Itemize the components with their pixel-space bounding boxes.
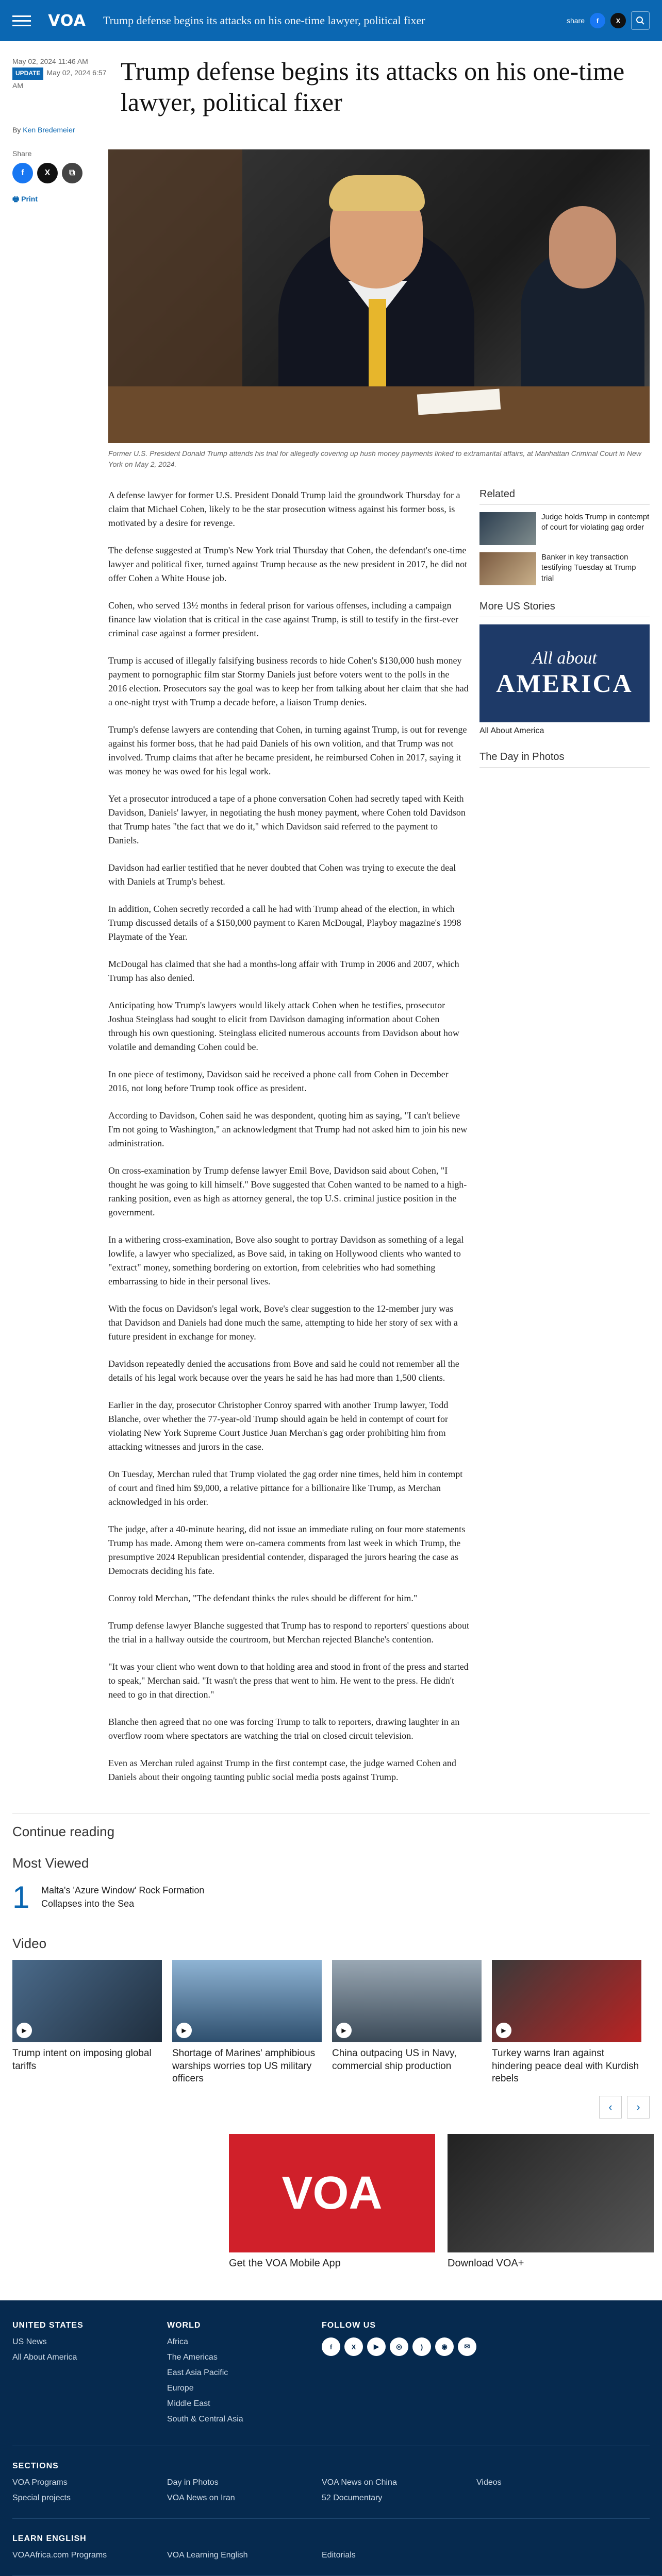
most-viewed-heading: Most Viewed xyxy=(12,1855,89,1871)
topbar-article-title: Trump defense begins its attacks on his one-time lawyer, political fixer xyxy=(103,14,425,27)
footer-link[interactable]: VOA News on Iran xyxy=(167,2494,235,2503)
author-link[interactable]: Ken Bredemeier xyxy=(23,126,75,134)
article-paragraph: According to Davidson, Cohen said he was despondent, quoting him as saying, "I can't believe I'm not going to Washington," an acknowledgment that Trump had not asked him to join his new administration. xyxy=(108,1110,468,1148)
article-paragraph: With the focus on Davidson's legal work, Bove's clear suggestion to the 12-member jury was that Davidson and Daniels had done much the same, attempting to hide her story of sex with a future president in exchange for money. xyxy=(108,1303,458,1342)
video-heading[interactable]: Video xyxy=(12,1936,47,1951)
article-paragraph: Trump defense lawyer Blanche suggested that Trump has to respond to reporters' questions about the trial in a hallway outside the courtroom, but Merchan rejected Blanche's contention. xyxy=(108,1620,469,1645)
share-label: share xyxy=(566,16,585,25)
mobile-app-promo[interactable]: VOA Get the VOA Mobile App xyxy=(229,2134,435,2269)
play-icon: ▶ xyxy=(336,2023,352,2038)
article-paragraph: Even as Merchan ruled against Trump in the first contempt case, the judge warned Cohen and Daniels about their ongoing taunting public social media posts against Trump. xyxy=(108,1758,456,1782)
updated-date: May 02, 2024 11:46 AM xyxy=(12,57,88,65)
instagram-icon[interactable]: ◎ xyxy=(390,2337,408,2356)
footer-link[interactable]: VOAAfrica.com Programs xyxy=(12,2551,107,2560)
footer-link[interactable]: 52 Documentary xyxy=(322,2494,383,2503)
all-about-america-banner[interactable]: All about AMERICA xyxy=(479,624,650,722)
footer-link[interactable]: The Americas xyxy=(167,2353,218,2362)
photo-caption: Former U.S. President Donald Trump attends his trial for allegedly covering up hush money payments linked to extramarital affairs, at Manhattan Criminal Court in New York on May 2, 2024. xyxy=(108,449,641,468)
top-bar xyxy=(0,0,662,41)
footer-link[interactable]: VOA News on China xyxy=(322,2478,397,2487)
article-paragraph: Conroy told Merchan, "The defendant thinks the rules should be different for him." xyxy=(108,1593,418,1603)
voa-plus-image xyxy=(448,2134,654,2252)
footer-world-heading[interactable]: WORLD xyxy=(167,2321,201,2330)
byline: By Ken Bredemeier xyxy=(12,126,75,134)
article-body xyxy=(108,488,469,1798)
print-button[interactable]: 🖶 Print xyxy=(12,195,38,203)
continue-reading[interactable]: Continue reading xyxy=(12,1813,650,1840)
article-paragraph: The judge, after a 40-minute hearing, did not issue an immediate ruling on four more statements Trump has made. Among them were on-camera comments from last week in which Trump, the presumptive 2024 Republican presidential contender, disparaged the jurors hearing the case as Democrats deciding his fate. xyxy=(108,1524,466,1576)
footer-link[interactable]: Special projects xyxy=(12,2494,71,2503)
article-paragraph: Trump is accused of illegally falsifying business records to hide Cohen's $130,000 hush money payment to pornographic film star Stormy Daniels just before voters went to the polls in the 2016 election. Prosecutors say the goal was to keep her from talking about her claim that she had a one-night tryst with Trump a decade before, a liaison Trump denies. xyxy=(108,655,469,707)
video-item[interactable]: ▶ Trump intent on imposing global tariffs xyxy=(12,1960,162,2086)
footer-link[interactable]: Europe xyxy=(167,2384,194,2393)
video-list xyxy=(12,1960,650,2086)
play-icon: ▶ xyxy=(176,2023,192,2038)
x-share-icon[interactable]: X xyxy=(37,163,58,183)
video-item[interactable]: ▶ Shortage of Marines' amphibious warships worries top US military officers xyxy=(172,1960,322,2086)
podcast-icon[interactable]: ◉ xyxy=(435,2337,454,2356)
voa-plus-promo[interactable]: Download VOA+ xyxy=(448,2134,654,2269)
video-item[interactable]: ▶ Turkey warns Iran against hindering peace deal with Kurdish rebels xyxy=(492,1960,641,2086)
update-badge: UPDATE xyxy=(12,67,43,79)
footer-link[interactable]: VOA Learning English xyxy=(167,2551,248,2560)
article-paragraph: Blanche then agreed that no one was forcing Trump to talk to reporters, drawing laughter in an overflow room where spectators are watching the trial on closed circuit television. xyxy=(108,1717,460,1741)
footer-link[interactable]: Africa xyxy=(167,2337,188,2347)
footer-link[interactable]: Middle East xyxy=(167,2399,210,2409)
footer-sections-heading: SECTIONS xyxy=(12,2462,59,2471)
play-icon: ▶ xyxy=(496,2023,511,2038)
more-us-heading: More US Stories xyxy=(479,601,650,617)
right-rail xyxy=(479,488,650,1798)
footer-link[interactable]: VOA Programs xyxy=(12,2478,68,2487)
article-paragraph: Cohen, who served 13½ months in federal prison for various offenses, including a campaign finance law violation that is critical in the case against Trump, is still to testify in the first-ever criminal case against a former president. xyxy=(108,600,458,638)
rss-icon[interactable]: ) xyxy=(412,2337,431,2356)
article-paragraph: In one piece of testimony, Davidson said he received a phone call from Cohen in December 2016, not long before Trump took office as president. xyxy=(108,1069,449,1093)
article-paragraph: A defense lawyer for former U.S. President Donald Trump laid the groundwork Thursday for a claim that Michael Cohen, likely to be the star prosecution witness against his former boss, is motivated by a desire for revenge. xyxy=(108,490,460,528)
publish-date: May 02, 2024 6:57 AM xyxy=(12,69,107,90)
article-paragraph: In a withering cross-examination, Bove also sought to portray Davidson as something of a legal lowlife, a lawyer who specialized, as Bove said, in taking on Hollywood clients who wanted to "extract" money, something bordering on extortion, from celebrities who had something embarrassing to hide in their personal lives. xyxy=(108,1234,464,1286)
article-paragraph: The defense suggested at Trump's New York trial Thursday that Cohen, the defendant's one-time lawyer and political fixer, turned against Trump because as the new president in 2017, he did not offer Cohen a White House job. xyxy=(108,545,468,583)
x-icon[interactable]: X xyxy=(344,2337,363,2356)
article-paragraph: Anticipating how Trump's lawyers would likely attack Cohen when he testifies, prosecutor Joshua Steinglass had sought to elicit from Davidson damaging information about Cohen through his own questioning. Steinglass elicited numerous accounts from Davidson about how volatile and demanding Cohen could be. xyxy=(108,1000,459,1052)
footer-link[interactable]: Videos xyxy=(476,2478,502,2487)
link-share-icon[interactable]: ⧉ xyxy=(62,163,82,183)
search-icon[interactable] xyxy=(631,11,650,30)
article-title: Trump defense begins its attacks on his one-time lawyer, political fixer xyxy=(121,57,625,116)
video-item[interactable]: ▶ China outpacing US in Navy, commercial ship production xyxy=(332,1960,482,2086)
footer-link[interactable]: South & Central Asia xyxy=(167,2415,243,2424)
article-paragraph: "It was your client who went down to that holding area and stood in front of the press and started to speak," Merchan said. "It wasn't the press that went to him. He went to the press. He didn't need to go in that direction." xyxy=(108,1662,469,1700)
facebook-share-icon[interactable]: f xyxy=(12,163,33,183)
footer-link[interactable]: East Asia Pacific xyxy=(167,2368,228,2378)
all-about-america-link[interactable]: All About America xyxy=(479,726,544,735)
email-icon[interactable]: ✉ xyxy=(458,2337,476,2356)
article-paragraph: On Tuesday, Merchan ruled that Trump violated the gag order nine times, held him in contempt of court and fined him $9,000, a relative pittance for a billionaire like Trump, as Merchan acknowledged in his order. xyxy=(108,1469,463,1507)
related-item[interactable]: Judge holds Trump in contempt of court for violating gag order xyxy=(479,512,650,545)
most-viewed-item[interactable]: 1 Malta's 'Azure Window' Rock Formation Collapses into the Sea xyxy=(12,1880,205,1914)
article-photo xyxy=(108,149,650,443)
related-heading: Related xyxy=(479,488,650,505)
menu-icon[interactable] xyxy=(12,11,31,30)
topbar-share xyxy=(567,11,650,30)
article-paragraph: Davidson had earlier testified that he never doubted that Cohen was trying to execute the deal with Daniels at Trump's behest. xyxy=(108,862,456,887)
footer-learn-heading: LEARN ENGLISH xyxy=(12,2534,87,2544)
facebook-icon[interactable]: f xyxy=(590,13,605,28)
article-meta xyxy=(12,56,121,117)
voa-logo[interactable]: VOA xyxy=(48,11,86,30)
footer-follow-heading: FOLLOW US xyxy=(322,2321,376,2330)
x-icon[interactable]: X xyxy=(610,13,626,28)
footer-link[interactable]: Editorials xyxy=(322,2551,356,2560)
article-paragraph: In addition, Cohen secretly recorded a call he had with Trump ahead of the election, in which Trump discussed details of a $150,000 payment to Karen McDougal, Playboy magazine's 1998 Playmate of the Year. xyxy=(108,904,461,942)
next-arrow-icon[interactable]: › xyxy=(627,2096,650,2119)
prev-arrow-icon[interactable]: ‹ xyxy=(599,2096,622,2119)
article-paragraph: Yet a prosecutor introduced a tape of a phone conversation Cohen had secretly taped with Keith Davidson, Daniels' lawyer, in negotiating the hush money payment, where Cohen told Davidson that Trump hates "the fact that we do it," which Davidson said referred to the payment to Daniels. xyxy=(108,793,466,845)
article-paragraph: McDougal has claimed that she had a months-long affair with Trump in 2006 and 2007, which Trump has also denied. xyxy=(108,959,459,983)
footer-link[interactable]: US News xyxy=(12,2337,47,2347)
youtube-icon[interactable]: ▶ xyxy=(367,2337,386,2356)
footer xyxy=(0,2300,662,2576)
related-item[interactable]: Banker in key transaction testifying Tuesday at Trump trial xyxy=(479,552,650,585)
play-icon: ▶ xyxy=(16,2023,32,2038)
article-paragraph: On cross-examination by Trump defense lawyer Emil Bove, Davidson said about Cohen, "I thought he was going to kill himself." Bove suggested that Cohen wanted to be named to a high-ranking position, even as high as attorney general, the top U.S. criminal justice position in the government. xyxy=(108,1165,467,1217)
article-paragraph: Earlier in the day, prosecutor Christopher Conroy sparred with another Trump lawyer, Todd Blanche, over whether the 77-year-old Trump should again be held in contempt of court for violating New York Supreme Court Justice Juan Merchan's gag order prohibiting him from attacking witnesses and jurors in the case. xyxy=(108,1400,449,1452)
voa-app-logo: VOA xyxy=(229,2134,435,2252)
facebook-icon[interactable]: f xyxy=(322,2337,340,2356)
share-heading: Share xyxy=(12,149,32,158)
article-paragraph: Trump's defense lawyers are contending that Cohen, in turning against Trump, is out for revenge against his former boss, that he had paid Daniels of his own volition, and that Trump was not involved. Trump claims that after he became president, he reimbursed Cohen in 2017, saying it was money he was owed for his legal work. xyxy=(108,724,467,776)
article-paragraph: Davidson repeatedly denied the accusations from Bove and said he could not remember all the details of his legal work because over the years he said he has had more than 1,500 clients. xyxy=(108,1359,459,1383)
day-in-photos-heading: The Day in Photos xyxy=(479,751,650,768)
footer-link[interactable]: All About America xyxy=(12,2353,77,2362)
footer-link[interactable]: Day in Photos xyxy=(167,2478,219,2487)
footer-us-heading[interactable]: UNITED STATES xyxy=(12,2321,84,2330)
